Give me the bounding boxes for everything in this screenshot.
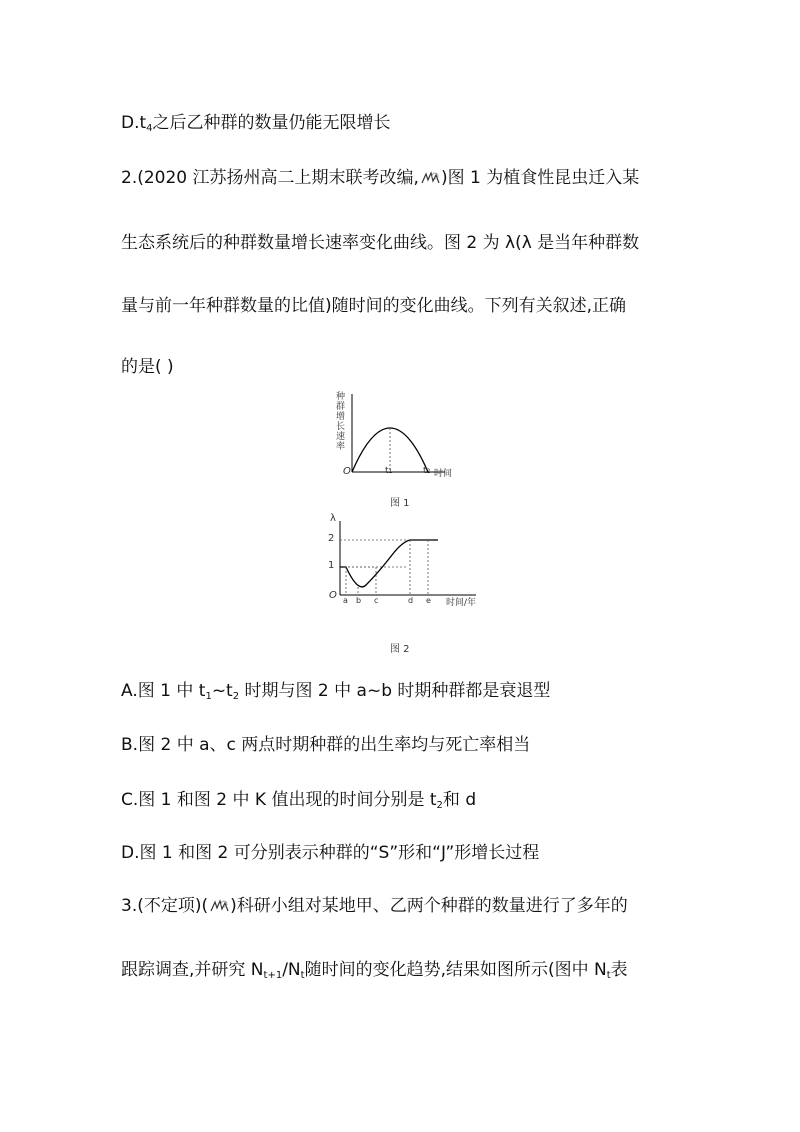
text: 跟踪调查,并研究 N [121,960,264,980]
figure-1-t1-tick [385,466,392,476]
figure-2 [318,515,488,610]
subscript: 2 [436,800,443,811]
subscript: t+1 [263,970,283,981]
figure-2-xtick-d: d [408,596,414,605]
figure-1-t2-tick [423,466,430,476]
text: )科研小组对某地甲、乙两个种群的数量进行了多年的 [230,896,628,916]
option-d: D.图 1 和图 2 可分别表示种群的“S”形和“J”形增长过程 [121,843,540,863]
ylabel-char: 长 [336,422,346,432]
ylabel-char: 增 [336,412,346,422]
text: )图 1 为植食性昆虫迁入某 [440,168,640,188]
tick-text: t [423,466,427,476]
option-c [121,785,476,811]
text: A.图 1 中 t [121,681,206,701]
subscript: t [300,970,305,981]
question-3-line-1 [121,891,628,916]
subscript: 1 [205,691,212,702]
ylabel-char: 种 [336,392,346,402]
figure-2-origin: O [329,590,337,601]
option-b: B.图 2 中 a、c 两点时期种群的出生率均与死亡率相当 [121,735,531,755]
tick-sub: 1 [388,468,393,475]
difficulty-stars-icon [208,898,230,912]
figure-1-caption: 图 1 [390,498,410,509]
figure-2-xtick-e: e [426,596,431,605]
subscript: 2 [232,691,240,702]
text: 3.(不定项)( [121,896,209,916]
question-3-line-2 [121,955,628,981]
figure-1-ylabel [336,392,346,452]
tick-sub: 2 [426,468,431,475]
figure-2-xtick-a: a [343,596,348,605]
question-2-line-3: 量与前一年种群数量的比值)随时间的变化曲线。下列有关叙述,正确 [121,296,627,316]
question-2-line-1 [121,163,639,188]
question-2-line-2: 生态系统后的种群数量增长速率变化曲线。图 2 为 λ(λ 是当年种群数 [121,233,640,253]
tick-text: t [385,466,389,476]
subscript: 4 [146,123,153,134]
text: C.图 1 和图 2 中 K 值出现的时间分别是 t [121,790,437,810]
figure-2-ytick-1: 1 [328,560,335,571]
figure-2-xlabel: 时间/年 [446,598,477,608]
text: 之后乙种群的数量仍能无限增长 [152,113,391,133]
figure-2-ylabel: λ [330,513,336,524]
figure-2-ytick-2: 2 [328,533,335,544]
text: 表 [610,960,628,980]
text: D.t [121,113,147,133]
text: 随时间的变化趋势,结果如图所示(图中 N [304,960,607,980]
ylabel-char: 群 [336,402,346,412]
figure-1 [330,392,480,482]
figure-2-caption: 图 2 [390,644,410,655]
question-2-line-4: 的是( ) [121,357,174,377]
text: 和 d [442,790,477,810]
difficulty-stars-icon [419,170,441,184]
text: 时期与图 2 中 a~b 时期种群都是衰退型 [239,681,551,701]
ylabel-char: 率 [336,442,346,452]
text: ~t [211,681,233,701]
text: /N [282,960,301,980]
subscript: t [606,970,611,981]
text: 2.(2020 江苏扬州高二上期末联考改编, [121,168,419,188]
option-d-prev [121,108,391,134]
ylabel-char: 速 [336,432,346,442]
option-a [121,676,550,702]
figure-2-xtick-b: b [356,596,362,605]
figure-1-origin: O [343,466,351,477]
figure-1-xlabel: 时间 [434,469,453,479]
figure-2-xtick-c: c [374,596,379,605]
